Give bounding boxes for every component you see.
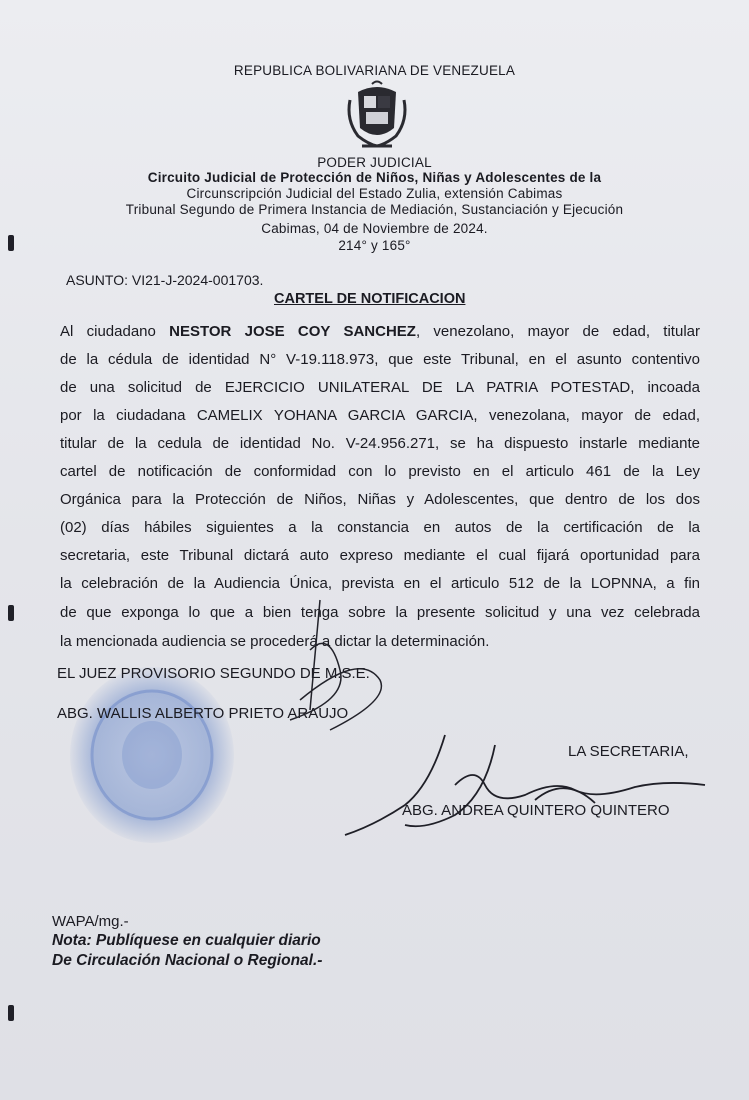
body-line: de una solicitud de EJERCICIO UNILATERAL DE LA PATRIA POTESTAD, incoada — [60, 379, 700, 396]
body-line: titular de la cedula de identidad No. V-24.956.271, se ha dispuesto instarle mediante — [60, 435, 700, 452]
years-line: 214° y 165° — [338, 238, 411, 253]
jurisdiction-heading: Circunscripción Judicial del Estado Zulia, extensión Cabimas — [186, 186, 563, 201]
body-line: Orgánica para la Protección de Niños, Niñas y Adolescentes, que dentro de los dos — [60, 491, 700, 508]
judge-signature — [270, 590, 410, 740]
margin-mark — [8, 1005, 14, 1021]
country-heading: REPUBLICA BOLIVARIANA DE VENEZUELA — [233, 63, 516, 78]
circuit-heading: Circuito Judicial de Protección de Niños, Niñas y Adolescentes de la — [147, 170, 602, 185]
body-line: de la cédula de identidad N° V-19.118.973, que este Tribunal, en el asunto contentivo — [60, 351, 700, 368]
addressee-name: NESTOR JOSE COY SANCHEZ — [169, 323, 416, 340]
branch-heading: PODER JUDICIAL — [317, 155, 432, 170]
tribunal-heading: Tribunal Segundo de Primera Instancia de Mediación, Sustanciación y Ejecución — [125, 202, 624, 217]
body-line: (02) días hábiles siguientes a la constancia en autos de la certificación de la — [60, 519, 700, 536]
body-line: de que exponga lo que a bien tenga sobre la presente solicitud y una vez celebrada — [60, 604, 700, 621]
coat-of-arms-emblem — [344, 80, 410, 152]
judge-title: EL JUEZ PROVISORIO SEGUNDO DE M.S.E. — [57, 665, 370, 682]
body-line: la mencionada audiencia se procederá a dictar la determinación. — [60, 633, 490, 650]
body-line: la celebración de la Audiencia Única, prevista en el articulo 512 de la LOPNNA, a fin — [60, 575, 700, 592]
initials: WAPA/mg.- — [52, 913, 129, 930]
body-line: por la ciudadana CAMELIX YOHANA GARCIA GARCIA, venezolana, mayor de edad, — [60, 407, 700, 424]
publication-note-continued: De Circulación Nacional o Regional.- — [52, 952, 323, 969]
date-line: Cabimas, 04 de Noviembre de 2024. — [261, 221, 488, 236]
judge-name: ABG. WALLIS ALBERTO PRIETO ARAUJO — [57, 705, 349, 722]
publication-note: Nota: Publíquese en cualquier diario — [52, 932, 321, 949]
secretary-signature — [335, 725, 715, 850]
case-number: ASUNTO: VI21-J-2024-001703. — [66, 272, 264, 288]
body-line: cartel de notificación de conformidad con lo previsto en el articulo 461 de la Ley — [60, 463, 700, 480]
notice-title: CARTEL DE NOTIFICACION — [274, 291, 466, 307]
body-line: Al ciudadano NESTOR JOSE COY SANCHEZ, venezolano, mayor de edad, titular — [60, 323, 700, 340]
secretary-name: ABG. ANDREA QUINTERO QUINTERO — [402, 802, 670, 819]
secretary-title: LA SECRETARIA, — [568, 743, 689, 760]
margin-mark — [8, 605, 14, 621]
body-line: secretaria, este Tribunal dictará auto expreso mediante el cual fijará oportunidad para — [60, 547, 700, 564]
